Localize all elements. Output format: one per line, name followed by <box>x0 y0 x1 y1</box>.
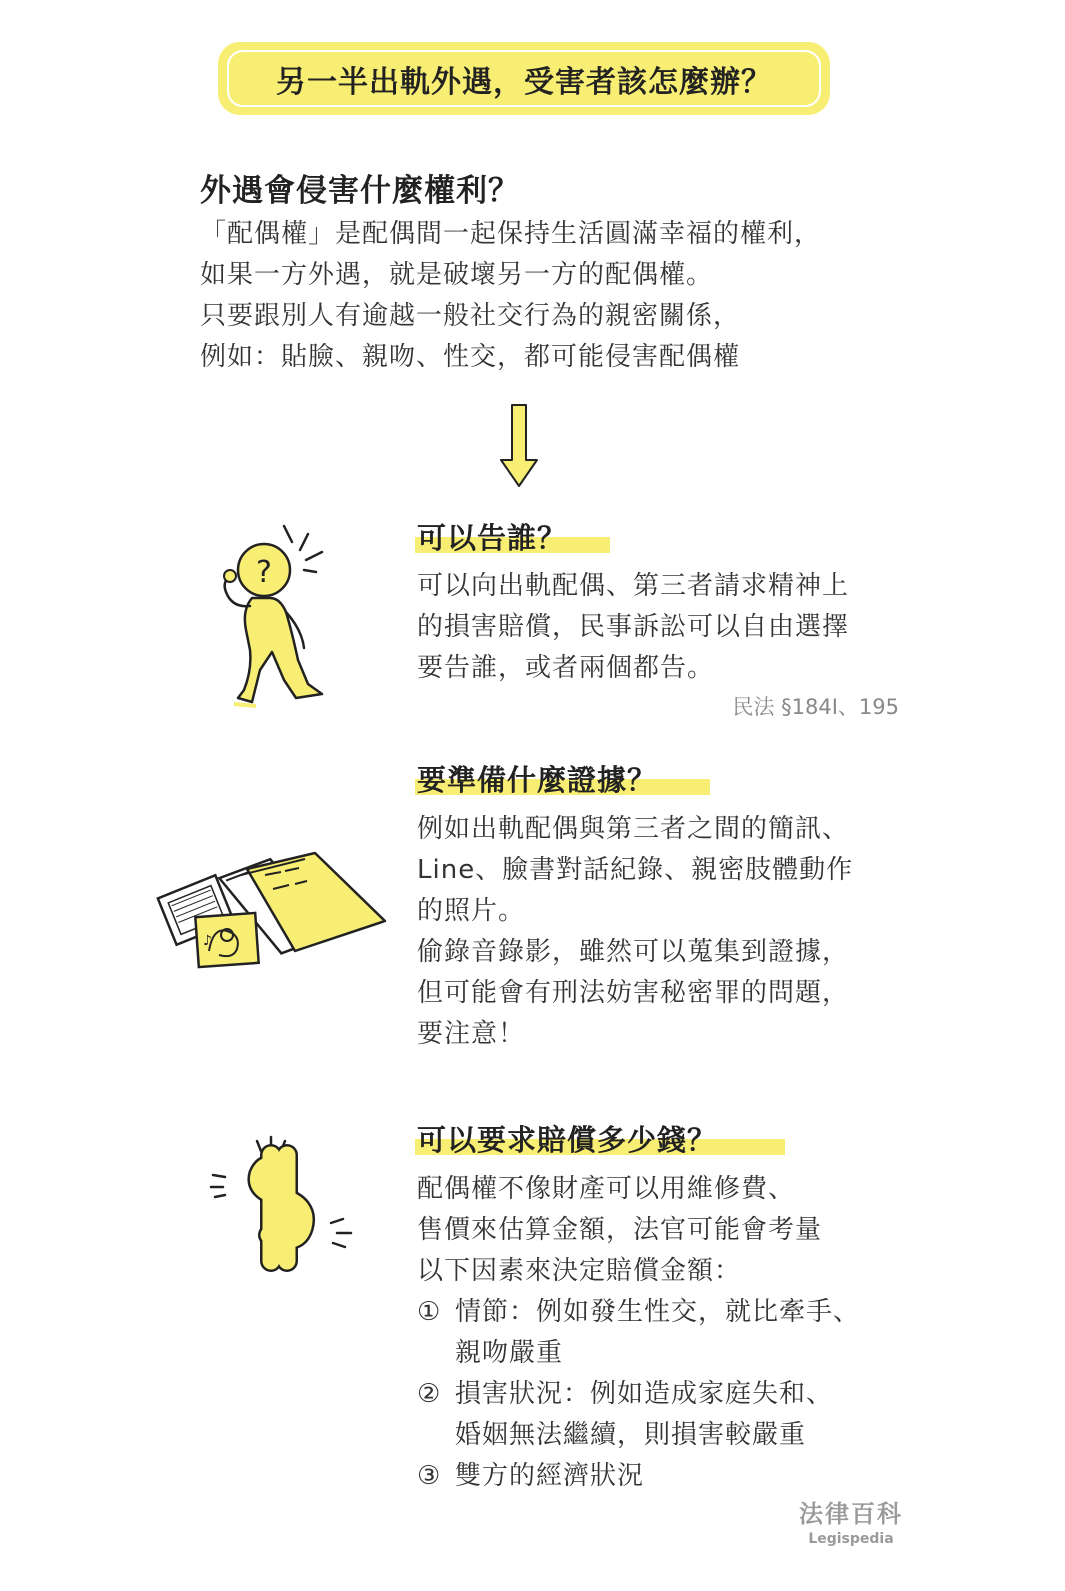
text-line: Line、臉書對話紀錄、親密肢體動作 <box>417 855 854 885</box>
intro-line: 如果一方外遇，就是破壞另一方的配偶權。 <box>200 260 714 290</box>
list-text: 雙方的經濟狀況 <box>455 1461 645 1491</box>
logo-main-text: 法律百科 <box>799 1500 903 1528</box>
legispedia-logo <box>790 1494 912 1547</box>
list-text: 損害狀況：例如造成家庭失和、 <box>455 1379 834 1409</box>
intro-line: 例如：貼臉、親吻、性交，都可能侵害配偶權 <box>200 342 741 372</box>
section-title-evidence: 要準備什麼證據？ <box>417 763 658 797</box>
section-text-evidence <box>417 809 917 1055</box>
title-banner-frame <box>227 50 821 107</box>
factor-list <box>417 1292 937 1497</box>
text-line: 售價來估算金額，法官可能會考量 <box>417 1215 823 1245</box>
text-line: 配偶權不像財產可以用維修費、 <box>417 1174 796 1204</box>
intro-paragraph <box>200 214 920 378</box>
text-line: 例如出軌配偶與第三者之間的簡訊、 <box>417 814 850 844</box>
section-text-amount <box>417 1169 917 1292</box>
down-arrow-icon <box>499 404 539 488</box>
section-text-who <box>417 566 917 689</box>
text-line: 以下因素來決定賠償金額： <box>417 1256 742 1286</box>
logo-sub-text: Legispedia <box>808 1531 894 1547</box>
documents-photos-icon <box>155 845 393 970</box>
dollar-sign-icon <box>205 1135 365 1275</box>
intro-heading: 外遇會侵害什麼權利？ <box>200 173 520 209</box>
text-line: 偷錄音錄影，雖然可以蒐集到證據， <box>417 937 850 967</box>
text-line: 可以向出軌配偶、第三者請求精神上 <box>417 571 850 601</box>
list-item <box>417 1292 937 1374</box>
list-number: ① <box>417 1297 441 1327</box>
list-text: 親吻嚴重 <box>455 1338 564 1368</box>
list-text: 婚姻無法繼續，則損害較嚴重 <box>455 1420 807 1450</box>
section-title-who: 可以告誰？ <box>417 521 568 555</box>
list-item <box>417 1374 937 1456</box>
list-number: ③ <box>417 1461 441 1491</box>
list-number: ② <box>417 1379 441 1409</box>
list-text: 情節：例如發生性交，就比牽手、 <box>455 1297 861 1327</box>
list-item <box>417 1456 937 1497</box>
text-line: 的損害賠償，民事訴訟可以自由選擇 <box>417 612 850 642</box>
confused-person-icon <box>212 520 342 715</box>
text-line: 要注意！ <box>417 1019 526 1049</box>
title-banner <box>218 42 830 115</box>
law-citation: 民法 §184Ⅰ、195 <box>732 695 899 719</box>
svg-text:♪: ♪ <box>203 933 212 949</box>
text-line: 的照片。 <box>417 896 526 926</box>
intro-line: 「配偶權」是配偶間一起保持生活圓滿幸福的權利， <box>200 219 822 249</box>
page-title: 另一半出軌外遇，受害者該怎麼辦？ <box>276 64 772 100</box>
svg-text:?: ? <box>256 555 272 590</box>
section-title-amount: 可以要求賠償多少錢？ <box>417 1123 718 1157</box>
intro-line: 只要跟別人有逾越一般社交行為的親密關係， <box>200 301 741 331</box>
text-line: 但可能會有刑法妨害秘密罪的問題， <box>417 978 850 1008</box>
text-line: 要告誰，或者兩個都告。 <box>417 653 715 683</box>
